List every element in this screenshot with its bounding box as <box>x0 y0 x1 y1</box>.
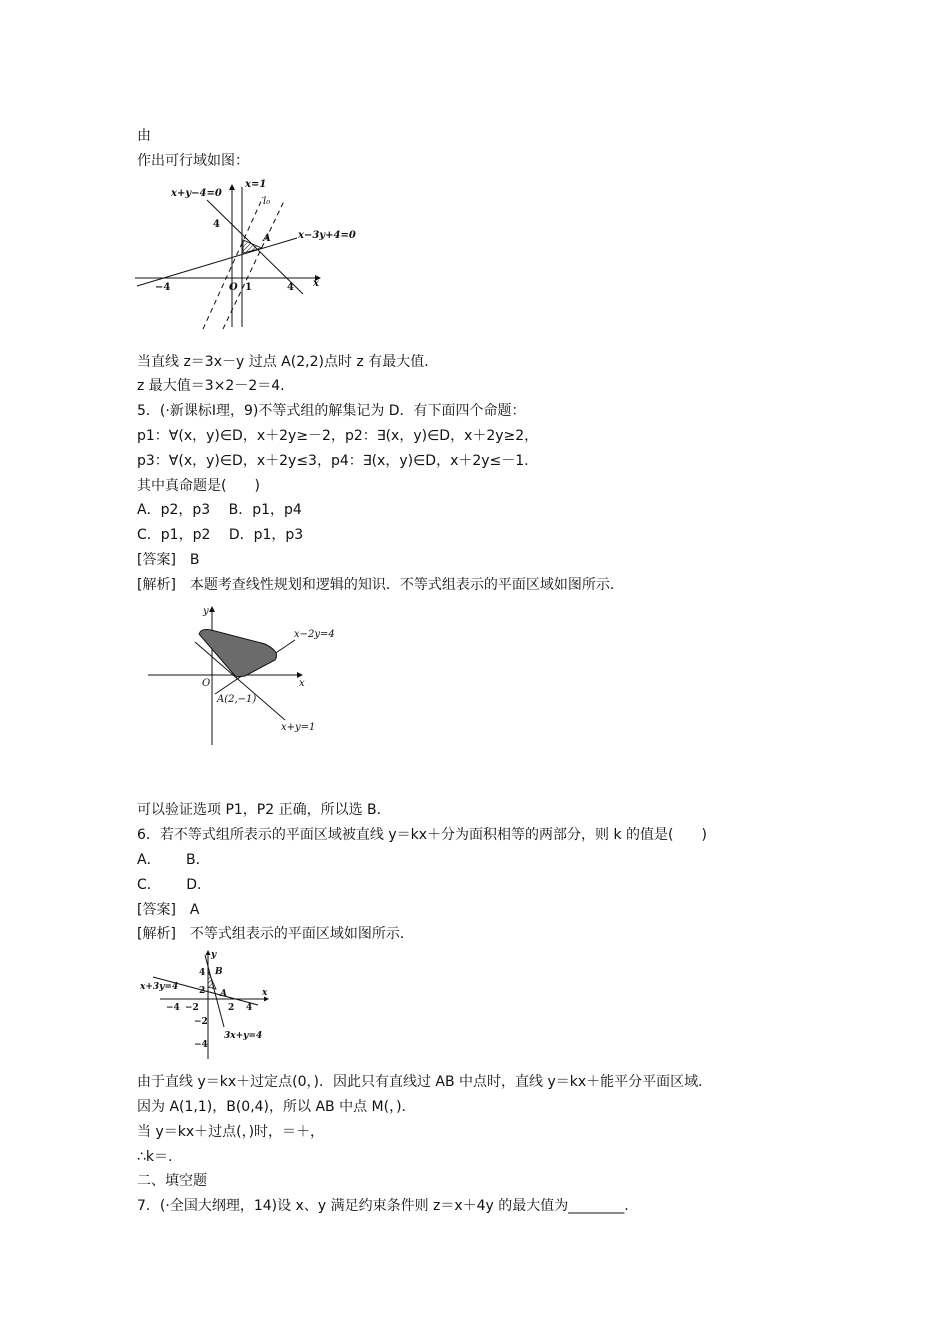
text-line-q6-options-cd: C． D． <box>137 877 212 893</box>
tick-y-4: 4 <box>199 968 206 978</box>
y-axis-arrow <box>209 606 215 612</box>
label-point-b: B <box>215 967 223 977</box>
label-l0: l₀ <box>263 196 271 207</box>
label-x-axis: x <box>262 988 268 998</box>
text-line-p3-p4: p3：∀(x，y)∈D，x＋2y≤3，p4：∃(x，y)∈D，x＋2y≤－1. <box>137 453 529 469</box>
shaded-region <box>199 630 277 678</box>
text-line-p1-p2: p1：∀(x，y)∈D，x＋2y≥－2，p2：∃(x，y)∈D，x＋2y≥2， <box>137 428 539 444</box>
figure-feasible-region <box>135 172 365 332</box>
text-line-options-cd: C．p1，p2 D．p1，p3 <box>137 527 304 543</box>
text-line-z-max: z 最大值＝3×2－2＝4. <box>137 378 285 394</box>
label-x-axis: x <box>313 278 319 289</box>
tick-x-neg4: −4 <box>155 282 171 293</box>
tick-y-neg4: −4 <box>194 1040 208 1050</box>
text-line-fixed-point: 由于直线 y＝kx＋过定点(0，)．因此只有直线过 AB 中点时，直线 y＝kx＋能平分平面区域． <box>137 1074 713 1090</box>
label-line-x-minus-2y: x−2y=4 <box>294 629 335 640</box>
y-axis-arrow <box>206 950 211 955</box>
label-x-axis: x <box>299 678 305 689</box>
text-line-section-fill-blank: 二、填空题 <box>137 1173 207 1189</box>
label-line-x-plus-y: x+y=1 <box>281 722 316 733</box>
text-line-true-propositions: 其中真命题是( ) <box>137 478 260 494</box>
y-axis-arrow <box>229 184 235 190</box>
text-line-answer-b: [答案] B <box>137 552 200 568</box>
tick-x-1: 1 <box>245 282 252 293</box>
text-line-k-result: ∴k＝. <box>137 1149 173 1165</box>
text-line-q6: 6．若不等式组所表示的平面区域被直线 y＝kx＋分为面积相等的两部分，则 k 的值是( ) <box>137 827 707 843</box>
label-x-equals-1: x=1 <box>245 179 267 190</box>
label-line-x-plus-y: x+y−4=0 <box>171 188 222 199</box>
text-line-q7: 7．(·全国大纲理，14)设 x、y 满足约束条件则 z＝x＋4y 的最大值为________. <box>137 1198 629 1214</box>
text-line-options-ab: A．p2，p3 B．p1，p4 <box>137 502 302 518</box>
text-line-q6-options-ab: A． B． <box>137 852 210 868</box>
text-line-analysis-q6: [解析] 不等式组表示的平面区域如图所示． <box>137 926 414 942</box>
tick-y-2: 2 <box>199 986 206 996</box>
label-point-a: A <box>220 989 227 999</box>
text-line-feasible-region: 作出可行域如图： <box>137 153 249 169</box>
tick-x-4: 4 <box>246 1003 253 1013</box>
figure-inequality-region <box>145 602 345 747</box>
label-y-axis: y <box>211 950 217 960</box>
tick-y-neg2: −2 <box>194 1017 208 1027</box>
tick-x-4: 4 <box>287 282 294 293</box>
text-line-max-point: 当直线 z＝3x－y 过点 A(2,2)点时 z 有最大值. <box>137 354 429 370</box>
text-line-through-point: 当 y＝kx＋过点(，)时，＝＋， <box>137 1124 325 1140</box>
text-line-midpoint: 因为 A(1,1)，B(0,4)，所以 AB 中点 M(，)． <box>137 1099 416 1115</box>
label-line-x-plus-3y: x+3y=4 <box>140 982 179 992</box>
label-y-axis: y <box>203 606 209 617</box>
label-line-3x-plus-y: 3x+y=4 <box>224 1031 263 1041</box>
tick-x-2: 2 <box>228 1003 235 1013</box>
text-line-answer-a: [答案] A <box>137 902 200 918</box>
text-line-conclusion-q5: 可以验证选项 P1，P2 正确，所以选 B． <box>137 802 391 818</box>
figure-triangle-region <box>138 947 288 1062</box>
label-point-a: A <box>263 233 271 244</box>
label-origin: O <box>202 678 211 689</box>
label-point-a: A(2,−1) <box>217 694 257 705</box>
tick-x-neg2: −2 <box>185 1003 199 1013</box>
tick-y-4: 4 <box>213 219 220 230</box>
tick-x-neg4: −4 <box>166 1003 180 1013</box>
line-x-minus-3y-plus-4 <box>137 238 297 286</box>
text-line-q5: 5．(·新课标Ⅰ理，9)不等式组的解集记为 D．有下面四个命题： <box>137 403 526 419</box>
text-line-analysis-q5: [解析] 本题考查线性规划和逻辑的知识．不等式组表示的平面区域如图所示． <box>137 577 624 593</box>
text-line-you: 由 <box>137 128 151 144</box>
label-line-x-minus-3y: x−3y+4=0 <box>298 230 356 241</box>
label-origin: O <box>229 282 238 293</box>
